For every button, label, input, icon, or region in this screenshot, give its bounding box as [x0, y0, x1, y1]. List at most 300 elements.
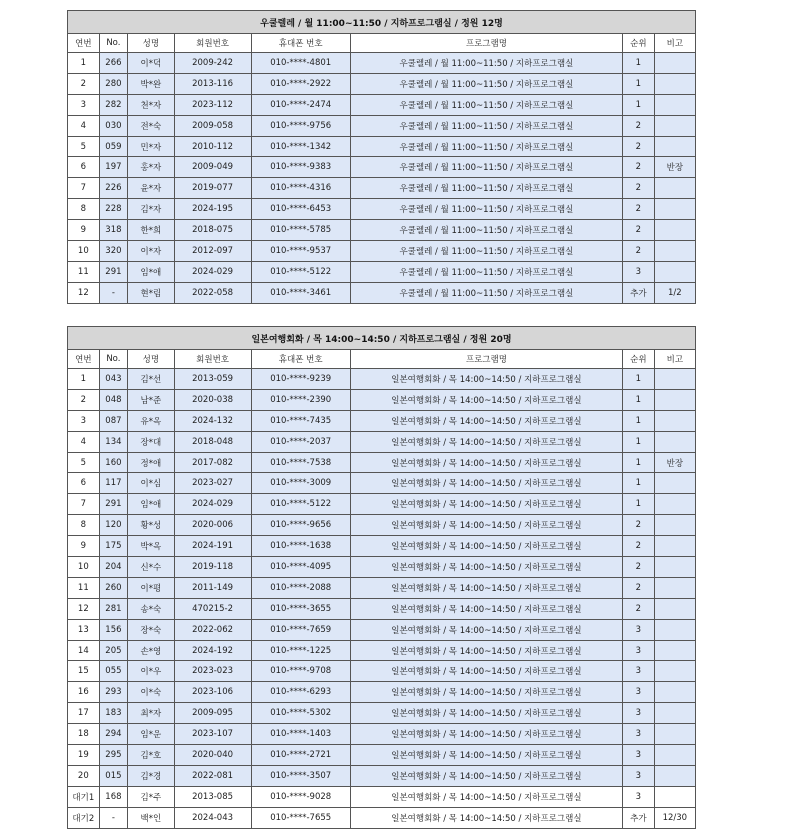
note-cell: 1/2	[654, 282, 695, 303]
rank-cell: 3	[623, 703, 655, 724]
no-cell: 117	[99, 473, 127, 494]
no-cell: 320	[99, 241, 127, 262]
seq-cell: 9	[68, 536, 100, 557]
note-cell	[654, 73, 695, 94]
rank-cell: 2	[623, 157, 655, 178]
column-header-row	[68, 34, 696, 53]
name-cell: 이*숙	[128, 682, 174, 703]
note-cell	[654, 619, 695, 640]
name-cell: 임*애	[128, 261, 174, 282]
name-cell: 장*숙	[128, 619, 174, 640]
table-title: 우쿨렐레 / 월 11:00~11:50 / 지하프로그램실 / 정원 12명	[68, 11, 696, 34]
member-id-cell: 2013-059	[174, 369, 251, 390]
phone-cell: 010-****-1638	[251, 536, 350, 557]
no-cell: 295	[99, 745, 127, 766]
note-cell	[654, 682, 695, 703]
phone-cell: 010-****-9383	[251, 157, 350, 178]
seq-cell: 19	[68, 745, 100, 766]
no-cell: 294	[99, 724, 127, 745]
table-row	[68, 640, 696, 661]
column-header-phone: 휴대폰 번호	[251, 350, 350, 369]
seq-cell: 10	[68, 241, 100, 262]
no-cell: 160	[99, 452, 127, 473]
column-header-seq: 연번	[68, 350, 100, 369]
member-id-cell: 2019-118	[174, 557, 251, 578]
program-cell: 일본여행회화 / 목 14:00~14:50 / 지하프로그램실	[350, 452, 622, 473]
rank-cell: 1	[623, 369, 655, 390]
phone-cell: 010-****-9239	[251, 369, 350, 390]
note-cell	[654, 640, 695, 661]
phone-cell: 010-****-5302	[251, 703, 350, 724]
table-row	[68, 431, 696, 452]
program-cell: 일본여행회화 / 목 14:00~14:50 / 지하프로그램실	[350, 494, 622, 515]
note-cell	[654, 765, 695, 786]
program-cell: 우쿨렐레 / 월 11:00~11:50 / 지하프로그램실	[350, 261, 622, 282]
program-cell: 일본여행회화 / 목 14:00~14:50 / 지하프로그램실	[350, 473, 622, 494]
name-cell: 박*완	[128, 73, 174, 94]
seq-cell: 7	[68, 494, 100, 515]
phone-cell: 010-****-9028	[251, 786, 350, 807]
note-cell	[654, 661, 695, 682]
program-cell: 우쿨렐레 / 월 11:00~11:50 / 지하프로그램실	[350, 282, 622, 303]
name-cell: 이*심	[128, 473, 174, 494]
no-cell: 204	[99, 557, 127, 578]
seq-cell: 12	[68, 282, 100, 303]
table-row	[68, 452, 696, 473]
no-cell: 059	[99, 136, 127, 157]
seq-cell: 대기1	[68, 786, 100, 807]
phone-cell: 010-****-3009	[251, 473, 350, 494]
program-cell: 우쿨렐레 / 월 11:00~11:50 / 지하프로그램실	[350, 115, 622, 136]
phone-cell: 010-****-9708	[251, 661, 350, 682]
member-id-cell: 2022-058	[174, 282, 251, 303]
note-cell	[654, 199, 695, 220]
rank-cell: 3	[623, 619, 655, 640]
table-row	[68, 765, 696, 786]
no-cell: 120	[99, 515, 127, 536]
program-cell: 일본여행회화 / 목 14:00~14:50 / 지하프로그램실	[350, 369, 622, 390]
table-row	[68, 515, 696, 536]
seq-cell: 대기2	[68, 807, 100, 828]
rank-cell: 2	[623, 577, 655, 598]
note-cell	[654, 261, 695, 282]
phone-cell: 010-****-7538	[251, 452, 350, 473]
member-id-cell: 2010-112	[174, 136, 251, 157]
name-cell: 박*옥	[128, 536, 174, 557]
note-cell	[654, 410, 695, 431]
member-id-cell: 2020-006	[174, 515, 251, 536]
no-cell: 043	[99, 369, 127, 390]
program-cell: 일본여행회화 / 목 14:00~14:50 / 지하프로그램실	[350, 786, 622, 807]
name-cell: 이*우	[128, 661, 174, 682]
phone-cell: 010-****-3655	[251, 598, 350, 619]
name-cell: 남*준	[128, 389, 174, 410]
no-cell: 280	[99, 73, 127, 94]
table-row	[68, 473, 696, 494]
name-cell: 김*선	[128, 369, 174, 390]
seq-cell: 10	[68, 557, 100, 578]
table-row	[68, 73, 696, 94]
program-cell: 일본여행회화 / 목 14:00~14:50 / 지하프로그램실	[350, 431, 622, 452]
member-id-cell: 2024-191	[174, 536, 251, 557]
seq-cell: 6	[68, 473, 100, 494]
program-cell: 일본여행회화 / 목 14:00~14:50 / 지하프로그램실	[350, 661, 622, 682]
no-cell: 087	[99, 410, 127, 431]
table-row	[68, 389, 696, 410]
table-row	[68, 745, 696, 766]
column-header-seq: 연번	[68, 34, 100, 53]
ukulele-roster-table	[67, 10, 696, 304]
rank-cell: 추가	[623, 807, 655, 828]
note-cell	[654, 369, 695, 390]
phone-cell: 010-****-2088	[251, 577, 350, 598]
note-cell	[654, 515, 695, 536]
phone-cell: 010-****-3461	[251, 282, 350, 303]
rank-cell: 3	[623, 724, 655, 745]
program-cell: 일본여행회화 / 목 14:00~14:50 / 지하프로그램실	[350, 807, 622, 828]
table-row	[68, 369, 696, 390]
member-id-cell: 2020-040	[174, 745, 251, 766]
table-row	[68, 94, 696, 115]
no-cell: 282	[99, 94, 127, 115]
table-row	[68, 619, 696, 640]
program-cell: 일본여행회화 / 목 14:00~14:50 / 지하프로그램실	[350, 389, 622, 410]
no-cell: 048	[99, 389, 127, 410]
rank-cell: 3	[623, 261, 655, 282]
table-row	[68, 136, 696, 157]
table-row	[68, 703, 696, 724]
member-id-cell: 2018-075	[174, 220, 251, 241]
rank-cell: 2	[623, 536, 655, 557]
column-header-member-id: 회원번호	[174, 350, 251, 369]
seq-cell: 16	[68, 682, 100, 703]
no-cell: 015	[99, 765, 127, 786]
note-cell	[654, 473, 695, 494]
program-cell: 일본여행회화 / 목 14:00~14:50 / 지하프로그램실	[350, 682, 622, 703]
seq-cell: 3	[68, 410, 100, 431]
seq-cell: 20	[68, 765, 100, 786]
note-cell: 반장	[654, 157, 695, 178]
member-id-cell: 2009-095	[174, 703, 251, 724]
program-cell: 일본여행회화 / 목 14:00~14:50 / 지하프로그램실	[350, 577, 622, 598]
member-id-cell: 2024-192	[174, 640, 251, 661]
table-row	[68, 807, 696, 828]
program-cell: 일본여행회화 / 목 14:00~14:50 / 지하프로그램실	[350, 598, 622, 619]
note-cell	[654, 536, 695, 557]
member-id-cell: 2012-097	[174, 241, 251, 262]
member-id-cell: 2009-058	[174, 115, 251, 136]
table-row	[68, 241, 696, 262]
note-cell	[654, 786, 695, 807]
table-row	[68, 577, 696, 598]
phone-cell: 010-****-5785	[251, 220, 350, 241]
seq-cell: 1	[68, 369, 100, 390]
member-id-cell: 2023-023	[174, 661, 251, 682]
program-cell: 일본여행회화 / 목 14:00~14:50 / 지하프로그램실	[350, 557, 622, 578]
no-cell: 205	[99, 640, 127, 661]
name-cell: 임*애	[128, 494, 174, 515]
seq-cell: 11	[68, 577, 100, 598]
name-cell: 장*대	[128, 431, 174, 452]
rank-cell: 1	[623, 73, 655, 94]
table-row	[68, 220, 696, 241]
no-cell: 281	[99, 598, 127, 619]
column-header-name: 성명	[128, 350, 174, 369]
seq-cell: 8	[68, 515, 100, 536]
no-cell: -	[99, 282, 127, 303]
member-id-cell: 2024-043	[174, 807, 251, 828]
table-row	[68, 199, 696, 220]
program-cell: 우쿨렐레 / 월 11:00~11:50 / 지하프로그램실	[350, 178, 622, 199]
name-cell: 한*희	[128, 220, 174, 241]
member-id-cell: 2020-038	[174, 389, 251, 410]
program-cell: 일본여행회화 / 목 14:00~14:50 / 지하프로그램실	[350, 536, 622, 557]
table-row	[68, 682, 696, 703]
note-cell	[654, 53, 695, 74]
rank-cell: 1	[623, 452, 655, 473]
program-cell: 우쿨렐레 / 월 11:00~11:50 / 지하프로그램실	[350, 94, 622, 115]
rank-cell: 2	[623, 598, 655, 619]
note-cell	[654, 745, 695, 766]
phone-cell: 010-****-9537	[251, 241, 350, 262]
member-id-cell: 2018-048	[174, 431, 251, 452]
rank-cell: 1	[623, 94, 655, 115]
no-cell: 197	[99, 157, 127, 178]
rank-cell: 2	[623, 220, 655, 241]
column-header-no: No.	[99, 350, 127, 369]
phone-cell: 010-****-6453	[251, 199, 350, 220]
name-cell: 백*인	[128, 807, 174, 828]
table-row	[68, 661, 696, 682]
phone-cell: 010-****-1403	[251, 724, 350, 745]
column-header-program: 프로그램명	[350, 350, 622, 369]
rank-cell: 3	[623, 765, 655, 786]
phone-cell: 010-****-3507	[251, 765, 350, 786]
table-row	[68, 724, 696, 745]
name-cell: 송*숙	[128, 598, 174, 619]
name-cell: 현*림	[128, 282, 174, 303]
rank-cell: 2	[623, 515, 655, 536]
name-cell: 손*영	[128, 640, 174, 661]
program-cell: 우쿨렐레 / 월 11:00~11:50 / 지하프로그램실	[350, 136, 622, 157]
seq-cell: 4	[68, 431, 100, 452]
no-cell: 291	[99, 261, 127, 282]
column-header-note: 비고	[654, 350, 695, 369]
no-cell: 175	[99, 536, 127, 557]
seq-cell: 5	[68, 452, 100, 473]
program-cell: 일본여행회화 / 목 14:00~14:50 / 지하프로그램실	[350, 745, 622, 766]
rank-cell: 1	[623, 473, 655, 494]
phone-cell: 010-****-9656	[251, 515, 350, 536]
table-row	[68, 282, 696, 303]
program-cell: 우쿨렐레 / 월 11:00~11:50 / 지하프로그램실	[350, 53, 622, 74]
name-cell: 전*숙	[128, 115, 174, 136]
seq-cell: 7	[68, 178, 100, 199]
seq-cell: 2	[68, 73, 100, 94]
phone-cell: 010-****-6293	[251, 682, 350, 703]
program-cell: 일본여행회화 / 목 14:00~14:50 / 지하프로그램실	[350, 765, 622, 786]
table-row	[68, 786, 696, 807]
note-cell: 반장	[654, 452, 695, 473]
name-cell: 김*주	[128, 786, 174, 807]
phone-cell: 010-****-4801	[251, 53, 350, 74]
seq-cell: 9	[68, 220, 100, 241]
rank-cell: 2	[623, 178, 655, 199]
seq-cell: 4	[68, 115, 100, 136]
rank-cell: 1	[623, 389, 655, 410]
note-cell	[654, 703, 695, 724]
name-cell: 김*경	[128, 765, 174, 786]
note-cell: 12/30	[654, 807, 695, 828]
note-cell	[654, 220, 695, 241]
note-cell	[654, 598, 695, 619]
name-cell: 이*평	[128, 577, 174, 598]
column-header-rank: 순위	[623, 350, 655, 369]
rank-cell: 1	[623, 53, 655, 74]
column-header-phone: 휴대폰 번호	[251, 34, 350, 53]
member-id-cell: 2013-085	[174, 786, 251, 807]
japanese-travel-roster-table	[67, 326, 696, 829]
seq-cell: 15	[68, 661, 100, 682]
name-cell: 최*자	[128, 703, 174, 724]
table-row	[68, 157, 696, 178]
seq-cell: 5	[68, 136, 100, 157]
member-id-cell: 2023-107	[174, 724, 251, 745]
member-id-cell: 2023-112	[174, 94, 251, 115]
note-cell	[654, 178, 695, 199]
no-cell: 260	[99, 577, 127, 598]
phone-cell: 010-****-4316	[251, 178, 350, 199]
member-id-cell: 2023-027	[174, 473, 251, 494]
seq-cell: 2	[68, 389, 100, 410]
seq-cell: 11	[68, 261, 100, 282]
no-cell: 318	[99, 220, 127, 241]
note-cell	[654, 94, 695, 115]
note-cell	[654, 577, 695, 598]
member-id-cell: 470215-2	[174, 598, 251, 619]
member-id-cell: 2023-106	[174, 682, 251, 703]
member-id-cell: 2024-029	[174, 261, 251, 282]
member-id-cell: 2024-195	[174, 199, 251, 220]
no-cell: 168	[99, 786, 127, 807]
no-cell: 156	[99, 619, 127, 640]
rank-cell: 3	[623, 745, 655, 766]
seq-cell: 8	[68, 199, 100, 220]
rank-cell: 3	[623, 786, 655, 807]
seq-cell: 1	[68, 53, 100, 74]
member-id-cell: 2024-132	[174, 410, 251, 431]
program-cell: 우쿨렐레 / 월 11:00~11:50 / 지하프로그램실	[350, 220, 622, 241]
column-header-note: 비고	[654, 34, 695, 53]
name-cell: 이*덕	[128, 53, 174, 74]
name-cell: 정*애	[128, 452, 174, 473]
rank-cell: 2	[623, 115, 655, 136]
note-cell	[654, 115, 695, 136]
program-cell: 우쿨렐레 / 월 11:00~11:50 / 지하프로그램실	[350, 73, 622, 94]
name-cell: 홍*자	[128, 157, 174, 178]
name-cell: 민*자	[128, 136, 174, 157]
no-cell: 266	[99, 53, 127, 74]
table-row	[68, 115, 696, 136]
table-row	[68, 557, 696, 578]
table-row	[68, 261, 696, 282]
table-row	[68, 536, 696, 557]
note-cell	[654, 494, 695, 515]
column-header-name: 성명	[128, 34, 174, 53]
member-id-cell: 2024-029	[174, 494, 251, 515]
no-cell: 134	[99, 431, 127, 452]
rank-cell: 2	[623, 557, 655, 578]
note-cell	[654, 241, 695, 262]
name-cell: 임*운	[128, 724, 174, 745]
no-cell: 291	[99, 494, 127, 515]
phone-cell: 010-****-7655	[251, 807, 350, 828]
phone-cell: 010-****-5122	[251, 261, 350, 282]
program-cell: 일본여행회화 / 목 14:00~14:50 / 지하프로그램실	[350, 724, 622, 745]
no-cell: 293	[99, 682, 127, 703]
column-header-rank: 순위	[623, 34, 655, 53]
phone-cell: 010-****-2474	[251, 94, 350, 115]
member-id-cell: 2009-049	[174, 157, 251, 178]
seq-cell: 12	[68, 598, 100, 619]
rank-cell: 3	[623, 682, 655, 703]
table-row	[68, 178, 696, 199]
member-id-cell: 2022-081	[174, 765, 251, 786]
note-cell	[654, 557, 695, 578]
seq-cell: 3	[68, 94, 100, 115]
table-title: 일본여행회화 / 목 14:00~14:50 / 지하프로그램실 / 정원 20명	[68, 327, 696, 350]
seq-cell: 6	[68, 157, 100, 178]
member-id-cell: 2022-062	[174, 619, 251, 640]
rank-cell: 2	[623, 241, 655, 262]
seq-cell: 13	[68, 619, 100, 640]
rank-cell: 2	[623, 136, 655, 157]
name-cell: 김*자	[128, 199, 174, 220]
table-row	[68, 410, 696, 431]
name-cell: 유*옥	[128, 410, 174, 431]
note-cell	[654, 724, 695, 745]
phone-cell: 010-****-1225	[251, 640, 350, 661]
note-cell	[654, 389, 695, 410]
note-cell	[654, 431, 695, 452]
seq-cell: 17	[68, 703, 100, 724]
no-cell: -	[99, 807, 127, 828]
phone-cell: 010-****-2390	[251, 389, 350, 410]
column-header-member-id: 회원번호	[174, 34, 251, 53]
phone-cell: 010-****-2721	[251, 745, 350, 766]
column-header-program: 프로그램명	[350, 34, 622, 53]
rank-cell: 추가	[623, 282, 655, 303]
phone-cell: 010-****-1342	[251, 136, 350, 157]
member-id-cell: 2017-082	[174, 452, 251, 473]
member-id-cell: 2009-242	[174, 53, 251, 74]
phone-cell: 010-****-7435	[251, 410, 350, 431]
phone-cell: 010-****-2037	[251, 431, 350, 452]
program-cell: 우쿨렐레 / 월 11:00~11:50 / 지하프로그램실	[350, 199, 622, 220]
member-id-cell: 2013-116	[174, 73, 251, 94]
member-id-cell: 2019-077	[174, 178, 251, 199]
name-cell: 윤*자	[128, 178, 174, 199]
seq-cell: 14	[68, 640, 100, 661]
name-cell: 천*자	[128, 94, 174, 115]
seq-cell: 18	[68, 724, 100, 745]
table-row	[68, 53, 696, 74]
rank-cell: 1	[623, 494, 655, 515]
program-cell: 일본여행회화 / 목 14:00~14:50 / 지하프로그램실	[350, 515, 622, 536]
program-cell: 우쿨렐레 / 월 11:00~11:50 / 지하프로그램실	[350, 241, 622, 262]
column-header-no: No.	[99, 34, 127, 53]
rank-cell: 2	[623, 199, 655, 220]
